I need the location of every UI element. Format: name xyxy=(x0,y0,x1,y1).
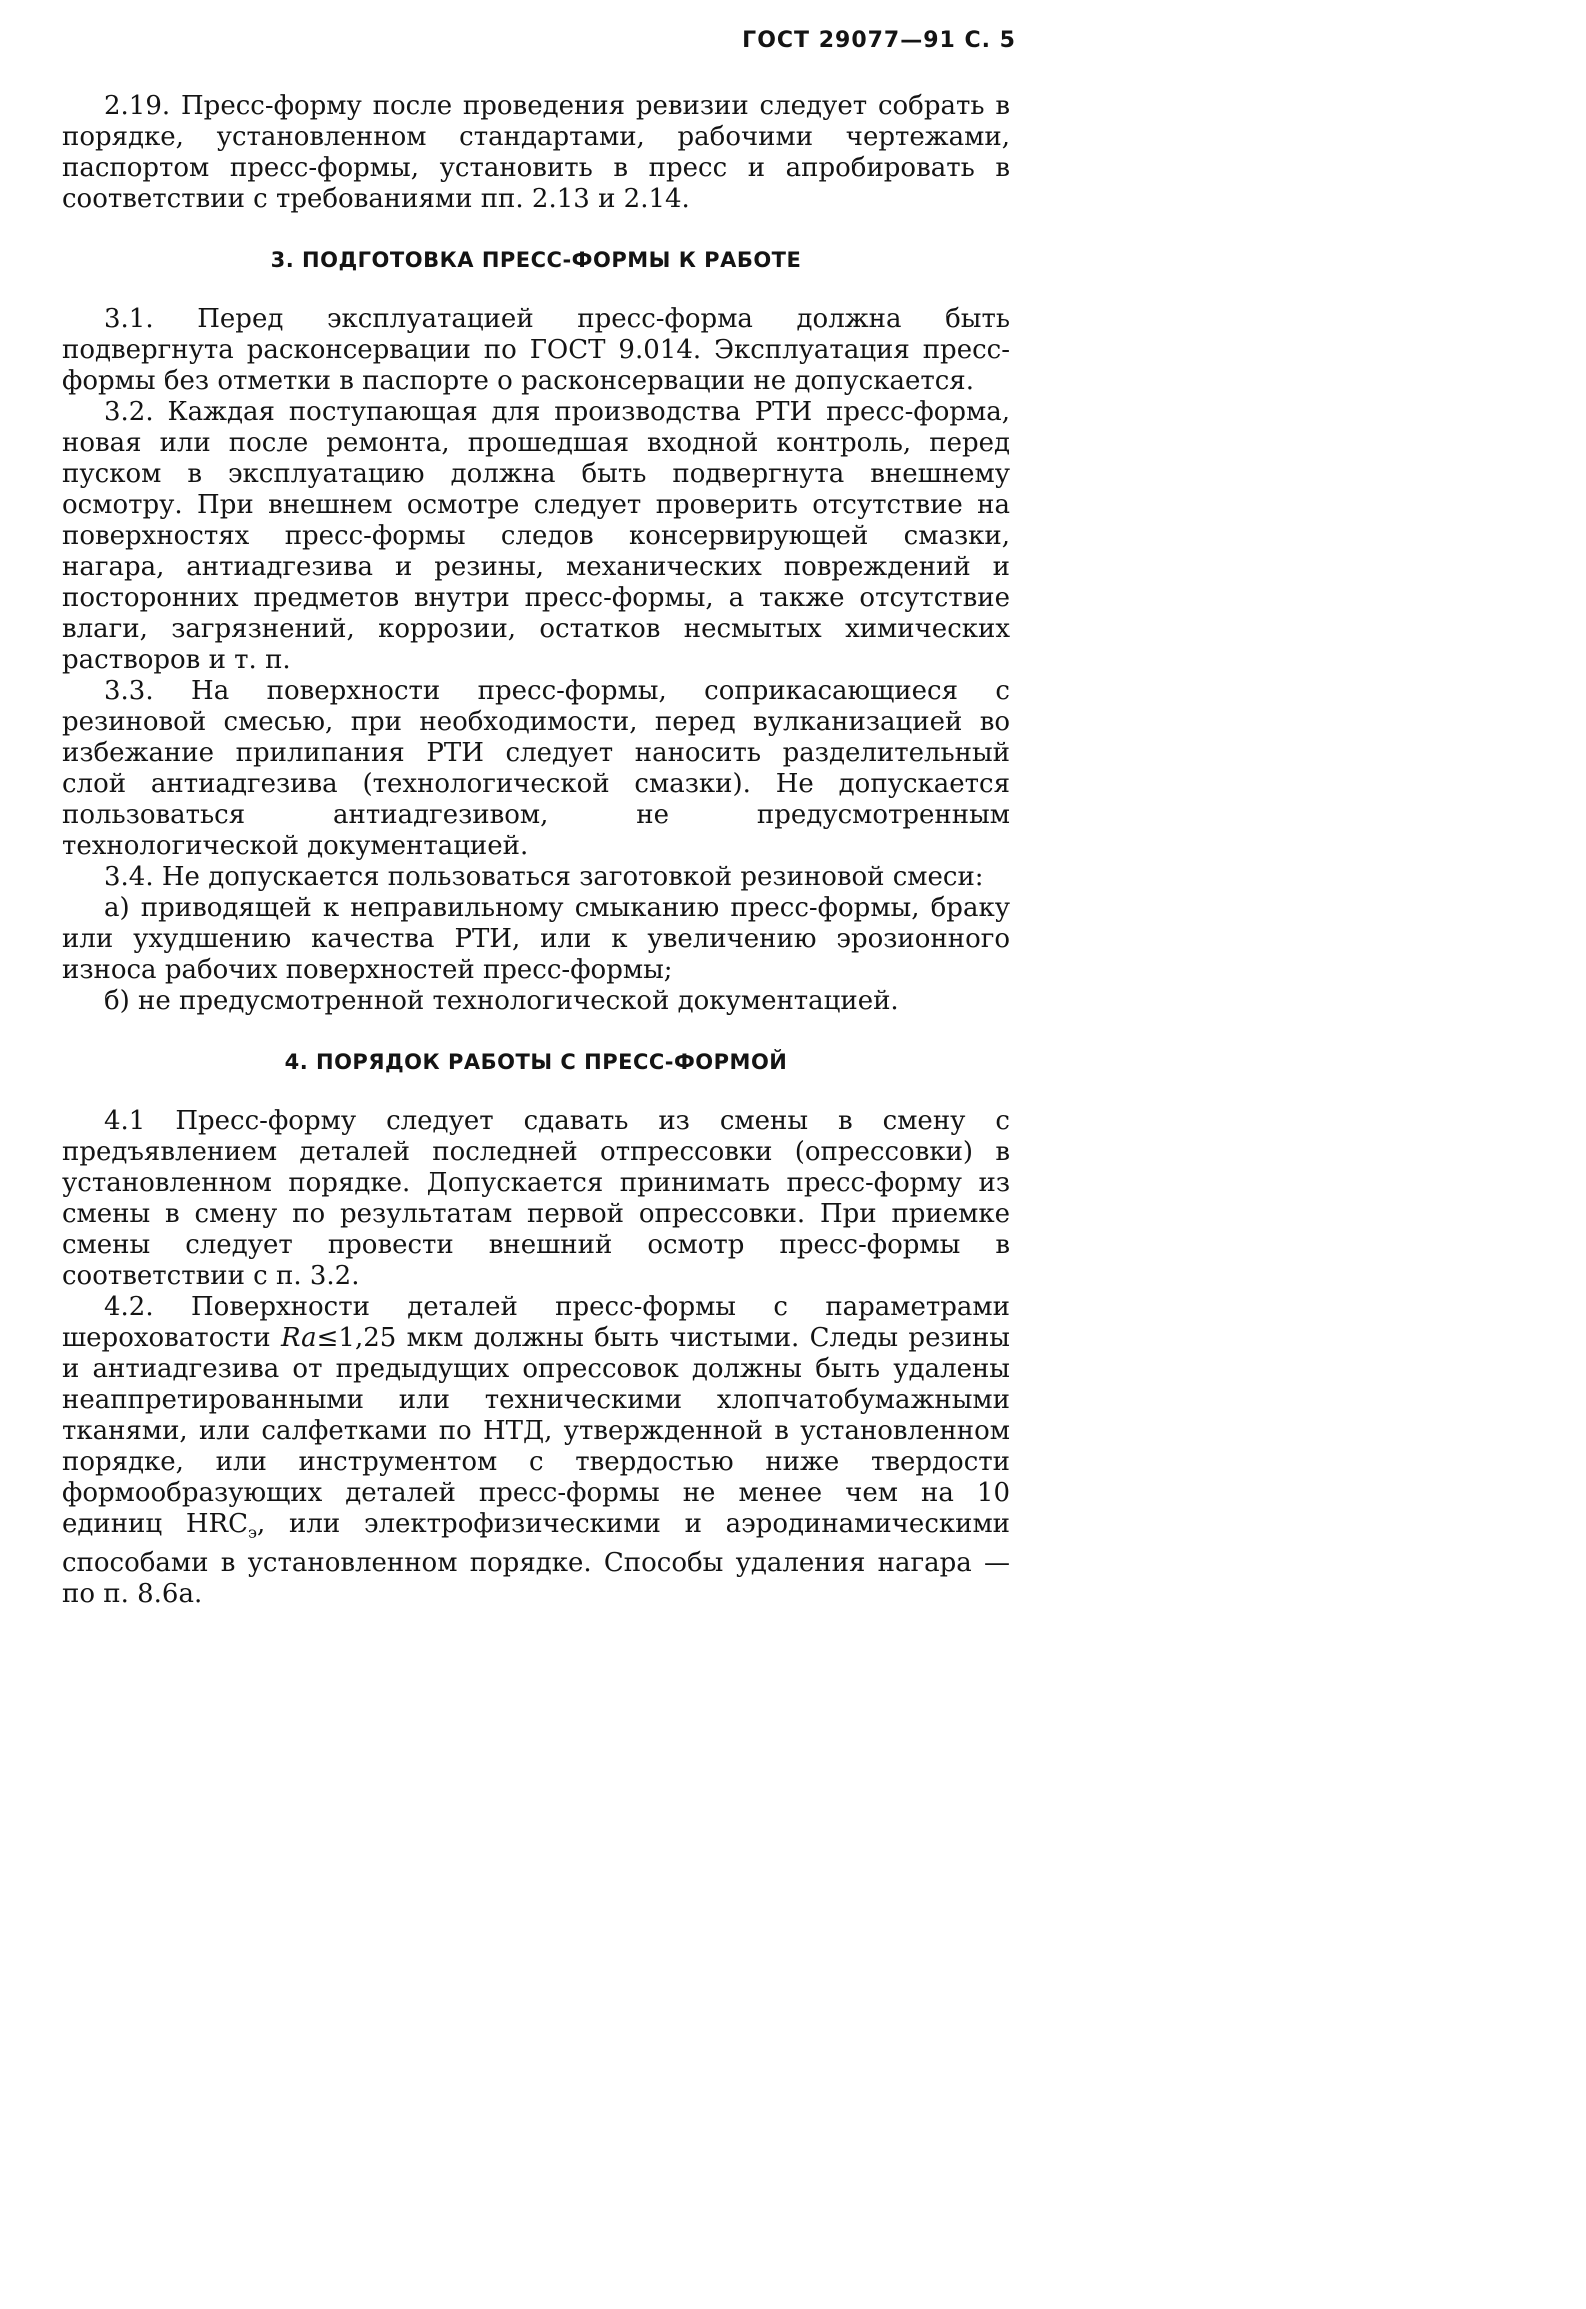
document-page xyxy=(62,28,1016,1610)
paragraph-2-19: 2.19. Пресс-форму после проведения ревизии следует собрать в порядке, установленном стандартами, рабочими чертежами, паспортом пресс-формы, установить в пресс и апробировать в соответствии с требованиями пп. 2.13 и 2.14. xyxy=(62,91,1010,214)
paragraph-3-3: 3.3. На поверхности пресс-формы, соприкасающиеся с резиновой смесью, при необходимости, перед вулканизацией во избежание прилипания РТИ следует наносить разделительный слой антиадгезива (технологической смазки). Не допускается пользоваться антиадгезивом, не предусмотренным технологической документацией. xyxy=(62,676,1010,861)
roughness-symbol: Ra xyxy=(280,1323,317,1353)
paragraph-3-4: 3.4. Не допускается пользоваться заготовкой резиновой смеси: xyxy=(104,862,984,892)
paragraph-3-4-b: б) не предусмотренной технологической документацией. xyxy=(104,986,899,1016)
paragraph-4-1: 4.1 Пресс-форму следует сдавать из смены в смену с предъявлением деталей последней отпрессовки (опрессовки) в установленном порядке. Допускается принимать пресс-форму из смены в смену по результатам первой опрессовки. При приемке смены следует провести внешний осмотр пресс-формы в соответствии с п. 3.2. xyxy=(62,1106,1010,1291)
paragraph-4-2-middle: должны быть чистыми. Следы резины и антиадгезива от предыдущих опрессовок должны быть удалены неаппретированными или техническими хлопчатобумажными тканями, или салфетками по НТД, утвержденной в установленном порядке, или инструментом с твердостью ниже твердости формообразующих деталей пресс-формы не менее чем на 10 единиц xyxy=(62,1323,1010,1539)
section-4-heading: 4. ПОРЯДОК РАБОТЫ С ПРЕСС-ФОРМОЙ xyxy=(284,1050,788,1074)
paragraph-3-2: 3.2. Каждая поступающая для производства РТИ пресс-форма, новая или после ремонта, прошедшая входной контроль, перед пуском в эксплуатацию должна быть подвергнута внешнему осмотру. При внешнем осмотре следует проверить отсутствие на поверхностях пресс-формы следов консервирующей смазки, нагара, антиадгезива и резины, механических повреждений и посторонних предметов внутри пресс-формы, а также отсутствие влаги, загрязнений, коррозии, остатков несмытых химических растворов и т. п. xyxy=(62,397,1010,675)
roughness-condition: ≤1,25 мкм xyxy=(316,1323,464,1353)
running-header: ГОСТ 29077—91 С. 5 xyxy=(742,28,1016,53)
paragraph-3-4-a: а) приводящей к неправильному смыканию пресс-формы, браку или ухудшению качества РТИ, или к увеличению эрозионного износа рабочих поверхностей пресс-формы; xyxy=(62,893,1010,985)
hardness-symbol: HRC xyxy=(185,1509,249,1539)
paragraph-3-1: 3.1. Перед эксплуатацией пресс-форма должна быть подвергнута расконсервации по ГОСТ 9.014. Эксплуатация пресс-формы без отметки в паспорте о расконсервации не допускается. xyxy=(62,304,1010,396)
hardness-subscript: э xyxy=(248,1523,257,1543)
paragraph-4-2-end: , или электрофизическими и аэродинамическими способами в установленном порядке. Способы удаления нагара — по п. 8.6а. xyxy=(62,1509,1011,1610)
paragraph-4-2-start: 4.2. Поверхности деталей пресс-формы с параметрами шероховатости xyxy=(62,1292,1010,1353)
paragraph-4-2 xyxy=(62,1292,1010,1610)
section-3-heading: 3. ПОДГОТОВКА ПРЕСС-ФОРМЫ К РАБОТЕ xyxy=(270,248,802,272)
